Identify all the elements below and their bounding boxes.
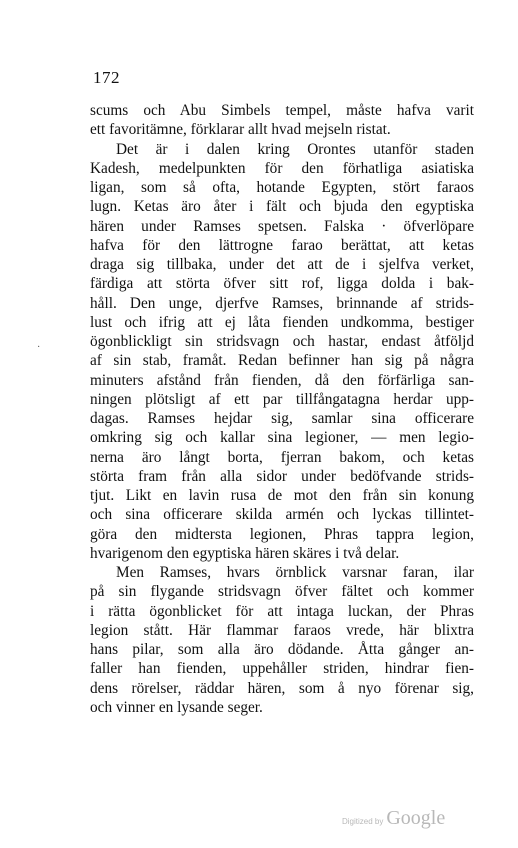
text-line: af sin stab, framåt. Redan befinner han sig på några bbox=[90, 352, 474, 370]
text-line: göra den midtersta legionen, Phras tappra legion, bbox=[90, 525, 474, 543]
text-line: ningen plötsligt af ett par tillfångatagna herdar upp- bbox=[90, 390, 474, 408]
text-line: hafva för den lättrogne farao berättat, att ketas bbox=[90, 236, 474, 254]
text-line: ögonblickligt sin stridsvagn och hastar, endast åtföljd bbox=[90, 333, 474, 350]
text-line: dagas. Ramses hejdar sig, samlar sina officerare bbox=[90, 410, 474, 427]
text-line: minuters afstånd från fienden, då den förfärliga san- bbox=[90, 371, 474, 389]
text-line: håll. Den unge, djerfve Ramses, brinnande af strids- bbox=[90, 294, 474, 312]
text-line: dens rörelser, räddar hären, som å nyo förenar sig, bbox=[90, 679, 474, 697]
text-line: legion stått. Här flammar faraos vrede, här blixtra bbox=[90, 621, 474, 639]
text-line: i rätta ögonblicket för att intaga luckan, der Phras bbox=[90, 602, 474, 620]
text-line: lust och ifrig att ej låta fienden undkomma, bestiger bbox=[90, 313, 474, 331]
text-line: färdiga att störta öfver sitt rof, ligga dolda i bak- bbox=[90, 275, 474, 293]
text-line: ligan, som så ofta, hotande Egypten, stört faraos bbox=[90, 179, 474, 196]
text-line: och vinner en lysande seger. bbox=[90, 698, 263, 716]
text-line: hans pilar, som alla äro dödande. Åtta gånger an- bbox=[90, 641, 474, 658]
text-line: lugn. Ketas äro åter i fält och bjuda den egyptiska bbox=[90, 198, 474, 216]
watermark-brand: Google bbox=[386, 807, 446, 829]
text-line: hvarigenom den egyptiska hären skäres i två delar. bbox=[90, 544, 400, 562]
text-line: och sina officerare skilda armén och lyckas tillintet- bbox=[90, 506, 474, 524]
text-line: hären under Ramses spetsen. Falska · öfverlöpare bbox=[90, 217, 474, 235]
body-text bbox=[90, 101, 474, 717]
text-line: störta fram från alla sidor under bedöfvande strids- bbox=[90, 467, 474, 485]
text-line: på sin flygande stridsvagn öfver fältet och kommer bbox=[90, 583, 474, 601]
text-line: Men Ramses, hvars örnblick varsnar faran, ilar bbox=[116, 564, 474, 581]
watermark-prefix: Digitized by bbox=[342, 817, 384, 826]
digitization-watermark bbox=[342, 807, 445, 830]
text-line: Det är i dalen kring Orontes utanför staden bbox=[116, 140, 474, 158]
margin-mark: · bbox=[37, 342, 41, 353]
text-line: tjut. Likt en lavin rusa de mot den från sin konung bbox=[90, 487, 474, 504]
text-line: scums och Abu Simbels tempel, måste hafva varit bbox=[90, 102, 474, 119]
text-line: faller han fienden, uppehåller striden, hindrar fien- bbox=[90, 660, 474, 678]
text-line: Kadesh, medelpunkten för den förhatliga asiatiska bbox=[90, 159, 474, 177]
text-line: draga sig tillbaka, under det att de i sjelfva verket, bbox=[90, 256, 474, 273]
text-line: ett favoritämne, förklarar allt hvad mejseln ristat. bbox=[90, 121, 391, 139]
text-line: omkring sig och kallar sina legioner, — men legio- bbox=[90, 429, 474, 447]
page-number: 172 bbox=[93, 68, 120, 87]
text-line: nerna äro långt borta, fjerran bakom, och ketas bbox=[90, 448, 474, 466]
